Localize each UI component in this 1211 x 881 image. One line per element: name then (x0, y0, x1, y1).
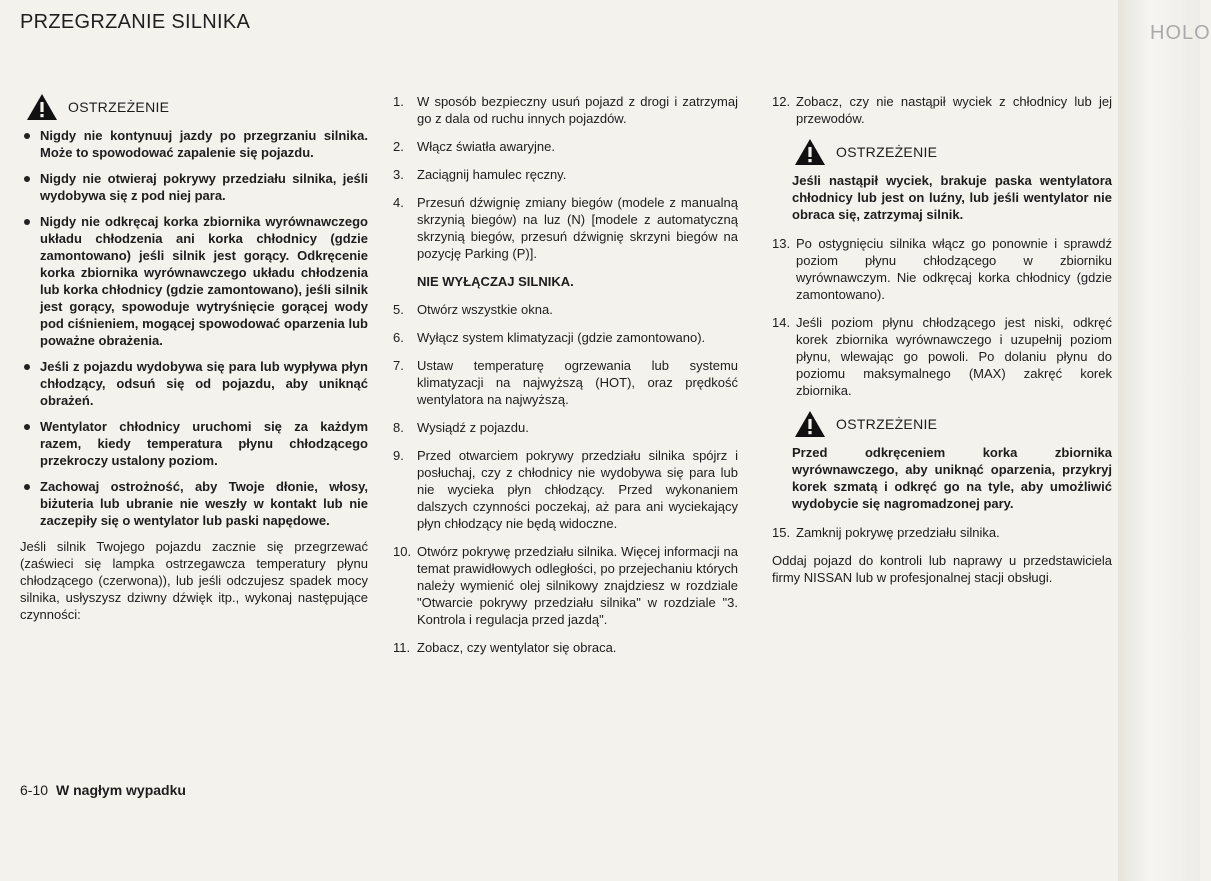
step-number: 13. (772, 236, 791, 251)
column-1 (20, 93, 368, 623)
step-number: 10. (393, 544, 412, 559)
step-text: Zamknij pokrywę przedziału silnika. (796, 525, 1000, 540)
warning-text: Przed odkręceniem korka zbiornika wyrównawczego, aby uniknąć oparzenia, przykryj korek szmatą i odkręć go na tyle, aby umożliwić wydobycie się nagromadzonej pary. (792, 445, 1112, 511)
list-item (772, 235, 1112, 303)
step-text: Jeśli poziom płynu chłodzącego jest niski, odkręć korek zbiornika wyrównawczego i uzupełnij poziom płynu, wlewając go powoli. Po dolaniu płynu do poziomu maksymalnego (MAX) zakręć korek zbiornika. (796, 315, 1112, 398)
list-item: Wentylator chłodnicy uruchomi się za każdym razem, kiedy temperatura płynu chłodzącego przekroczy ustalony poziom. (20, 418, 368, 469)
step-text: Wysiądź z pojazdu. (417, 420, 529, 435)
list-item (772, 314, 1112, 399)
step-text: Wyłącz system klimatyzacji (gdzie zamontowano). (417, 330, 706, 345)
step-text: Zobacz, czy wentylator się obraca. (417, 640, 617, 655)
page-number: 6-10 (20, 782, 49, 798)
step-number: 15. (772, 525, 791, 540)
list-item (393, 329, 738, 346)
steps-list-b (393, 301, 738, 656)
step-number: 12. (772, 94, 791, 109)
column-3 (772, 93, 1112, 586)
adjacent-page-edge (1118, 0, 1200, 881)
step-number: 14. (772, 315, 791, 330)
list-item (393, 166, 738, 183)
warning-bullet-list (20, 127, 368, 529)
list-item (393, 447, 738, 532)
steps-list-e (772, 524, 1112, 541)
warning-header (26, 93, 368, 121)
list-item (772, 524, 1112, 541)
list-item: Nigdy nie odkręcaj korka zbiornika wyrównawczego układu chłodzenia ani korka chłodnicy (gdzie zamontowano) jeśli silnik jest gorący. Odkręcenie korka zbiornika wyrównawczego układu chłodzenia lub korka chłodnicy (gdzie zamontowano), jeśli silnik jest gorący, spowoduje wytryśnięcie gorącej wody pod ciśnieniem, mogącej spowodować oparzenia lub poważne obrażenia. (20, 213, 368, 349)
column-2 (393, 93, 738, 667)
step-text: Zaciągnij hamulec ręczny. (417, 167, 567, 182)
step-text: Otwórz wszystkie okna. (417, 302, 553, 317)
step-text: Otwórz pokrywę przedziału silnika. Więcej informacji na temat prawidłowych odległości, po przejechaniu których należy wymienić olej silnikowy znajdziesz w rozdziale "Otwarcie pokrywy przedziału silnika" w rozdziale "3. Kontrola i regulacja przed jazdą". (417, 544, 738, 627)
steps-list-d (772, 235, 1112, 399)
warning-header (794, 410, 1112, 438)
step-text: Włącz światła awaryjne. (417, 139, 555, 154)
warning-header (794, 138, 1112, 166)
step-number: 11. (393, 640, 411, 655)
list-item: Nigdy nie kontynuuj jazdy po przegrzaniu silnika. Może to spowodować zapalenie się pojazdu. (20, 127, 368, 161)
step-number: 3. (393, 167, 404, 182)
list-item (393, 419, 738, 436)
warning-triangle-icon (26, 93, 58, 121)
page-title: PRZEGRZANIE SILNIKA (20, 11, 251, 33)
engine-note: NIE WYŁĄCZAJ SILNIKA. (417, 274, 574, 289)
adjacent-page-title: HOLO (1150, 22, 1211, 44)
list-item (393, 639, 738, 656)
step-number: 4. (393, 195, 404, 210)
step-text: Po ostygnięciu silnika włącz go ponownie i sprawdź poziom płynu chłodzącego w zbiorniku wyrównawczym. Nie odkręcaj korka chłodnicy (gdzie zamontowano). (796, 236, 1112, 302)
step-number: 7. (393, 358, 404, 373)
page-footer (20, 782, 186, 798)
warning-label: OSTRZEŻENIE (836, 415, 938, 432)
list-item (393, 93, 738, 127)
steps-list-a (393, 93, 738, 262)
list-item (393, 138, 738, 155)
step-number: 9. (393, 448, 404, 463)
step-text: Przesuń dźwignię zmiany biegów (modele z manualną skrzynią biegów) na luz (N) [modele z automatyczną skrzynią biegów, przesuń dźwignię skrzyni biegów na pozycję Parking (P)]. (417, 195, 738, 261)
warning-triangle-icon (794, 410, 826, 438)
step-number: 8. (393, 420, 404, 435)
closing-paragraph: Oddaj pojazd do kontroli lub naprawy u przedstawiciela firmy NISSAN lub w profesjonalnej stacji obsługi. (772, 553, 1112, 585)
warning-label: OSTRZEŻENIE (836, 143, 938, 160)
warning-text: Jeśli nastąpił wyciek, brakuje paska wentylatora chłodnicy lub jest on luźny, lub jeśli wentylator nie obraca się, zatrzymaj silnik. (792, 173, 1112, 222)
intro-paragraph: Jeśli silnik Twojego pojazdu zacznie się przegrzewać (zaświeci się lampka ostrzegawcza temperatury płynu chłodzącego (czerwona)), lub jeśli odczujesz spadek mocy silnika, usłyszysz dziwny dźwięk itp., wykonaj następujące czynności: (20, 539, 368, 622)
warning-box (772, 138, 1112, 223)
warning-label: OSTRZEŻENIE (68, 98, 170, 115)
list-item (393, 357, 738, 408)
step-text: Przed otwarciem pokrywy przedziału silnika spójrz i posłuchaj, czy z chłodnicy nie wydobywa się para lub nie wycieka płyn chłodzący. Przed wykonaniem dalszych czynności poczekaj, aż para ani wyciekający płyn chłodzący nie będą widoczne. (417, 448, 738, 531)
steps-list-c (772, 93, 1112, 127)
list-item: Nigdy nie otwieraj pokrywy przedziału silnika, jeśli wydobywa się z pod niej para. (20, 170, 368, 204)
warning-triangle-icon (794, 138, 826, 166)
list-item: Zachowaj ostrożność, aby Twoje dłonie, włosy, biżuteria lub ubranie nie weszły w kontakt lub nie zaczepiły się o wentylator lub paski napędowe. (20, 478, 368, 529)
list-item: Jeśli z pojazdu wydobywa się para lub wypływa płyn chłodzący, odsuń się od pojazdu, aby uniknąć obrażeń. (20, 358, 368, 409)
step-text: Ustaw temperaturę ogrzewania lub systemu klimatyzacji na najwyższą (HOT), oraz prędkość wentylatora na najwyższą. (417, 358, 738, 407)
step-text: Zobacz, czy nie nastąpił wyciek z chłodnicy lub jej przewodów. (796, 94, 1112, 126)
step-text: W sposób bezpieczny usuń pojazd z drogi i zatrzymaj go z dala od ruchu innych pojazdów. (417, 94, 738, 126)
list-item (393, 194, 738, 262)
step-number: 2. (393, 139, 404, 154)
section-name: W nagłym wypadku (56, 782, 186, 798)
list-item (393, 543, 738, 628)
list-item (772, 93, 1112, 127)
step-number: 1. (393, 94, 404, 109)
step-number: 5. (393, 302, 404, 317)
step-number: 6. (393, 330, 404, 345)
warning-box (772, 410, 1112, 512)
list-item (393, 301, 738, 318)
